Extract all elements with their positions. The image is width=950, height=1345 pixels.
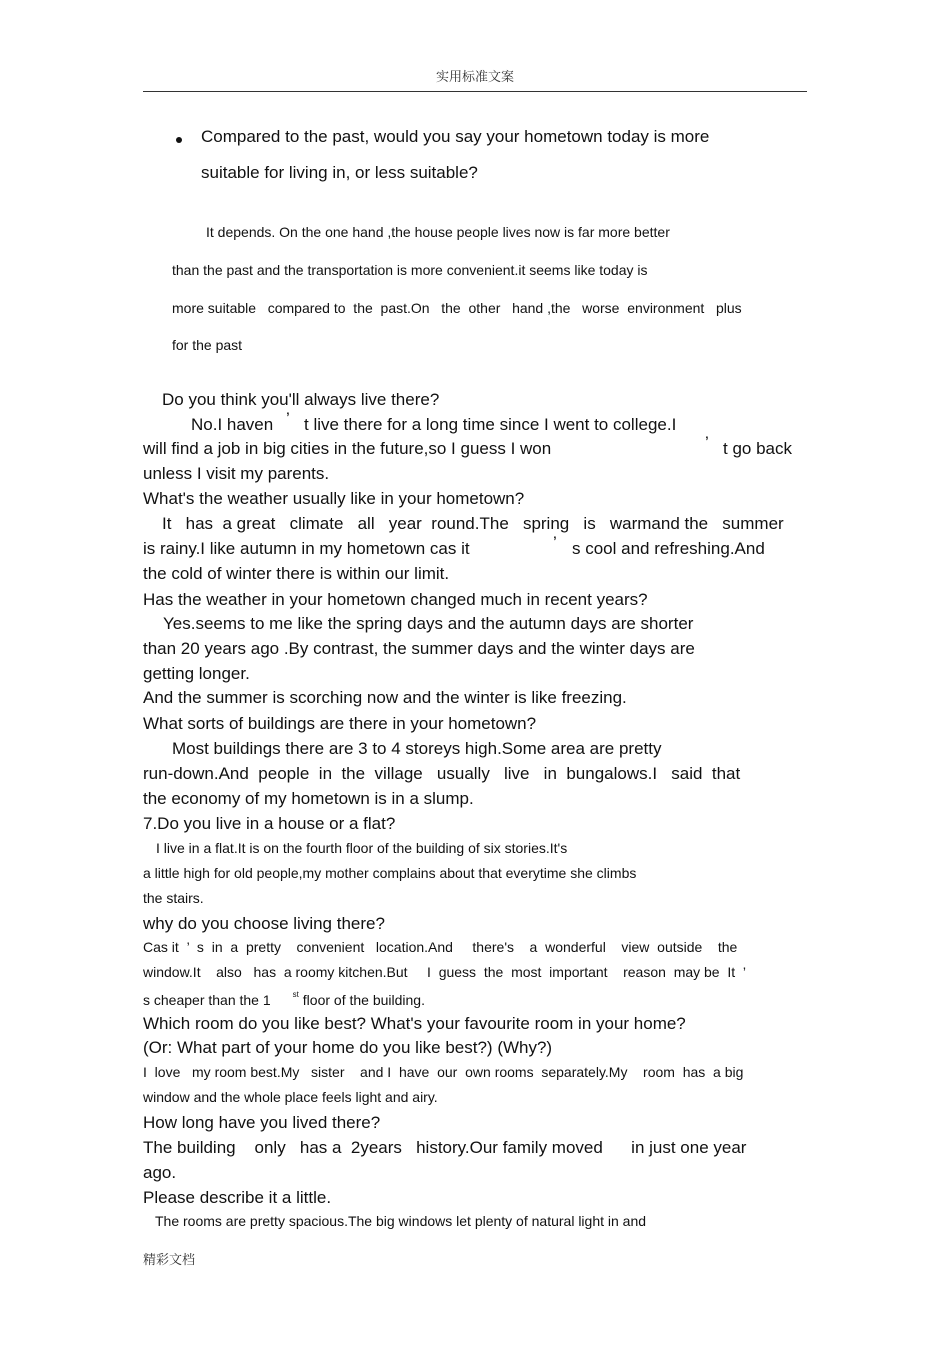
bullet-question-line2: suitable for living in, or less suitable? [201,163,478,182]
answer-line: The building only has a 2years history.Our family moved in just one year [143,1138,747,1157]
answer-text: floor of the building. [302,992,425,1008]
apostrophe-mark: ’ [705,433,709,452]
answer-line: run-down.And people in the village usually live in bungalows.I said that [143,764,741,783]
answer-line: I love my room best.My sister and I have our own rooms separately.My room has a big [143,1064,744,1080]
question-heading: Do you think you'll always live there? [162,390,440,409]
answer-line: Cas it ’ s in a pretty convenient location.And there's a wonderful view outside the [143,939,738,955]
question-heading: What's the weather usually like in your hometown? [143,489,525,508]
answer-line: than the past and the transportation is more convenient.it seems like today is [172,262,648,278]
question-heading: Please describe it a little. [143,1188,332,1207]
bullet-question-line1: Compared to the past, would you say your hometown today is more [201,127,710,146]
answer-line: the economy of my hometown is in a slump. [143,789,474,808]
answer-line: is rainy.I like autumn in my hometown cas it [143,539,470,558]
answer-line: It depends. On the one hand ,the house people lives now is far more better [206,224,670,240]
answer-line: the cold of winter there is within our limit. [143,564,450,583]
question-heading: 7.Do you live in a house or a flat? [143,814,396,833]
answer-line: t go back [723,439,792,458]
answer-line: I live in a flat.It is on the fourth floor of the building of six stories.It's [156,840,568,856]
page-header: 实用标准文案 [435,70,514,85]
answer-line: for the past [172,337,243,353]
answer-line: s cool and refreshing.And [572,539,765,558]
answer-line: The rooms are pretty spacious.The big windows let plenty of natural light in and [155,1213,647,1229]
question-heading: why do you choose living there? [143,914,385,933]
answer-line: will find a job in big cities in the future,so I guess I won [143,439,552,458]
question-heading: Has the weather in your hometown changed much in recent years? [143,590,648,609]
page-footer: 精彩文档 [143,1253,196,1268]
answer-line: ago. [143,1163,177,1182]
answer-line: unless I visit my parents. [143,464,330,483]
apostrophe-mark: ’ [286,409,290,428]
answer-line: than 20 years ago .By contrast, the summer days and the winter days are [143,639,695,658]
question-subheading: (Or: What part of your home do you like best?) (Why?) [143,1038,553,1057]
question-heading: Which room do you like best? What's your favourite room in your home? [143,1014,686,1033]
answer-line: window.It also has a roomy kitchen.But I guess the most important reason may be It ’ [143,964,747,980]
answer-line: No.I haven [191,415,274,434]
answer-line: Most buildings there are 3 to 4 storeys high.Some area are pretty [172,739,662,758]
answer-line: Yes.seems to me like the spring days and the autumn days are shorter [163,614,694,633]
answer-line: It has a great climate all year round.The spring is warmand the summer [162,514,784,533]
question-heading: What sorts of buildings are there in your hometown? [143,714,537,733]
ordinal-suffix: st [292,990,299,999]
answer-line [143,990,425,1008]
answer-line: t live there for a long time since I went to college.I [304,415,677,434]
question-heading: How long have you lived there? [143,1113,381,1132]
answer-line: window and the whole place feels light and airy. [143,1089,438,1105]
answer-line: a little high for old people,my mother complains about that everytime she climbs [143,865,637,881]
answer-line: And the summer is scorching now and the winter is like freezing. [143,688,627,707]
answer-text: s cheaper than the 1 [143,992,271,1008]
bullet-dot [176,137,182,143]
answer-line: the stairs. [143,890,204,906]
apostrophe-mark: ’ [553,533,557,552]
answer-line: getting longer. [143,664,250,683]
header-rule [143,91,807,92]
answer-line: more suitable compared to the past.On the other hand ,the worse environment plus [172,300,742,316]
